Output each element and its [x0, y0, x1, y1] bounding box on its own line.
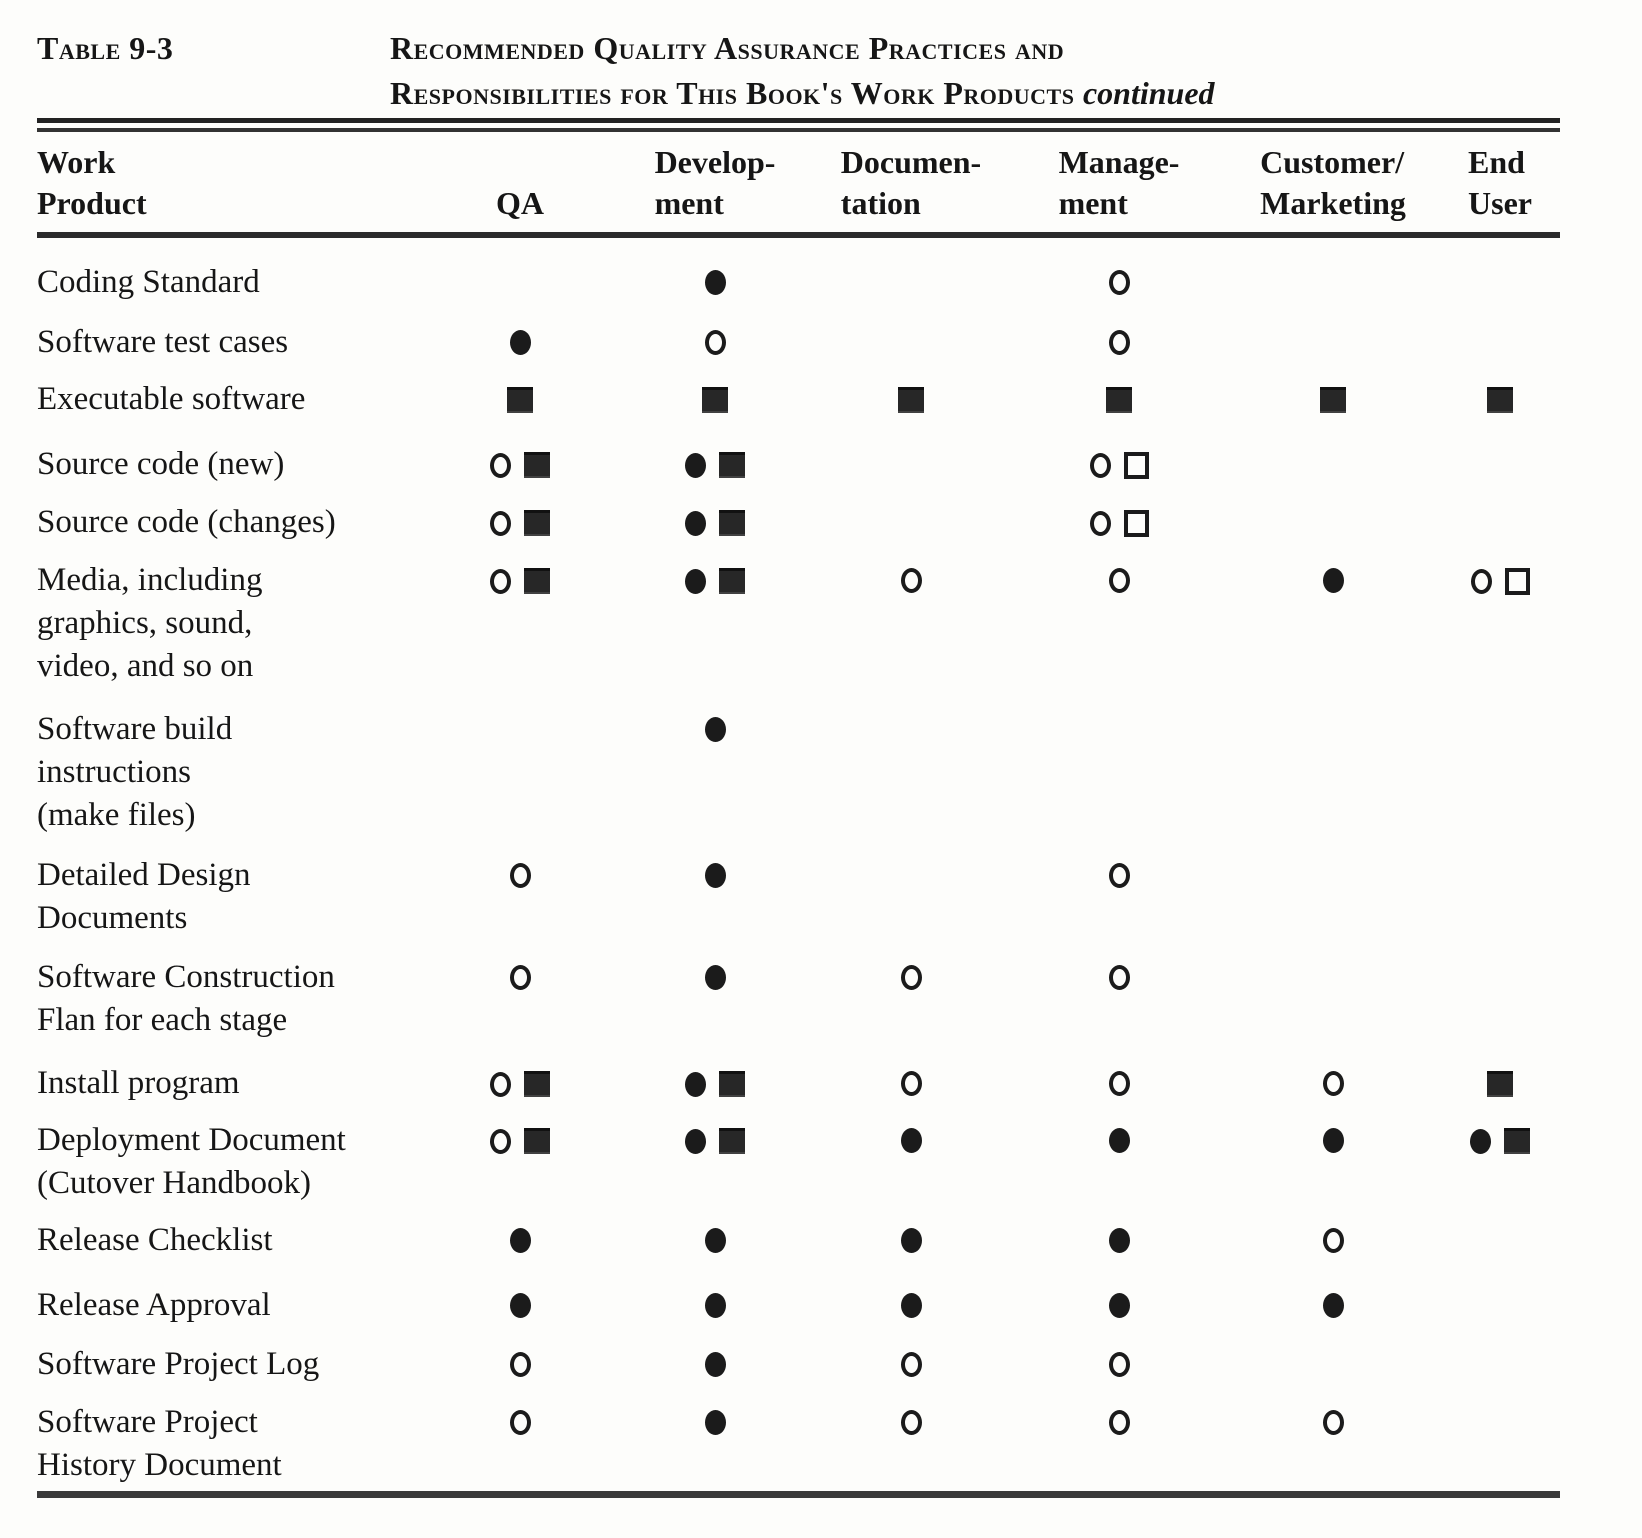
filled-circle-marker-icon — [705, 1352, 726, 1377]
marker-cell-management — [1012, 708, 1226, 717]
work-product-line: Software build — [37, 711, 233, 747]
header-line: Marketing — [1260, 185, 1406, 221]
marker-cell-documentation — [810, 708, 1012, 717]
table-row — [37, 708, 1560, 854]
marker-cell-customer_marketing — [1226, 501, 1440, 510]
work-product-line: (Cutover Handbook) — [37, 1165, 312, 1201]
work-product-name — [37, 708, 420, 837]
table-row — [37, 1219, 1560, 1284]
header-line: ment — [1058, 185, 1128, 221]
marker-cell-management — [1012, 501, 1226, 537]
marker-cell-development — [620, 1343, 810, 1377]
marker-cell-development — [620, 378, 810, 413]
filled-circle-marker-icon — [901, 1228, 922, 1253]
marker-cell-documentation — [810, 1401, 1012, 1435]
work-product-name — [37, 1062, 420, 1105]
marker-cell-customer_marketing — [1226, 1284, 1440, 1318]
open-circle-marker-icon — [510, 1352, 531, 1377]
marker-cell-development — [620, 956, 810, 990]
work-product-name — [37, 501, 420, 544]
work-product-line: Software Project — [37, 1404, 258, 1440]
filled-circle-marker-icon — [705, 270, 726, 295]
table-row — [37, 443, 1560, 501]
open-circle-marker-icon — [1109, 1352, 1130, 1377]
table-top-rule — [37, 118, 1560, 132]
filled-square-marker-icon — [524, 568, 550, 594]
filled-square-marker-icon — [702, 387, 728, 413]
column-header-end-user — [1440, 142, 1560, 224]
open-circle-marker-icon — [1090, 453, 1111, 478]
filled-circle-marker-icon — [685, 1129, 706, 1154]
open-circle-marker-icon — [490, 1072, 511, 1097]
filled-circle-marker-icon — [685, 1072, 706, 1097]
open-circle-marker-icon — [1109, 568, 1130, 593]
open-square-marker-icon — [1505, 568, 1530, 595]
work-product-name — [37, 1343, 420, 1386]
marker-cell-customer_marketing — [1226, 1219, 1440, 1253]
filled-circle-marker-icon — [1109, 1128, 1130, 1153]
marker-cell-end_user — [1440, 321, 1560, 330]
marker-cell-qa — [420, 559, 620, 594]
table-row — [37, 321, 1560, 378]
marker-cell-customer_marketing — [1226, 443, 1440, 452]
open-circle-marker-icon — [1323, 1410, 1344, 1435]
marker-cell-end_user — [1440, 1401, 1560, 1410]
work-product-line: Release Checklist — [37, 1222, 273, 1258]
work-product-name — [37, 854, 420, 940]
open-circle-marker-icon — [901, 568, 922, 593]
filled-circle-marker-icon — [685, 569, 706, 594]
open-circle-marker-icon — [510, 965, 531, 990]
work-product-line: Coding Standard — [37, 264, 260, 300]
open-circle-marker-icon — [901, 1352, 922, 1377]
marker-cell-development — [620, 1119, 810, 1154]
marker-cell-management — [1012, 1062, 1226, 1096]
filled-circle-marker-icon — [685, 511, 706, 536]
header-line: ment — [654, 185, 724, 221]
marker-cell-customer_marketing — [1226, 708, 1440, 717]
work-product-name — [37, 321, 420, 364]
open-circle-marker-icon — [510, 1410, 531, 1435]
table-row — [37, 559, 1560, 708]
filled-circle-marker-icon — [1323, 1293, 1344, 1318]
filled-circle-marker-icon — [510, 1293, 531, 1318]
filled-circle-marker-icon — [1109, 1293, 1130, 1318]
filled-circle-marker-icon — [705, 1293, 726, 1318]
filled-circle-marker-icon — [510, 330, 531, 355]
filled-square-marker-icon — [524, 1128, 550, 1154]
filled-square-marker-icon — [1504, 1128, 1530, 1154]
marker-cell-management — [1012, 378, 1226, 413]
work-product-name — [37, 956, 420, 1042]
marker-cell-end_user — [1440, 501, 1560, 510]
column-header-qa — [420, 142, 620, 224]
header-line: Manage- — [1058, 144, 1180, 180]
filled-circle-marker-icon — [685, 453, 706, 478]
marker-cell-qa — [420, 321, 620, 355]
marker-cell-development — [620, 1284, 810, 1318]
table-row — [37, 1343, 1560, 1401]
filled-square-marker-icon — [524, 510, 550, 536]
filled-square-marker-icon — [524, 452, 550, 478]
marker-cell-end_user — [1440, 378, 1560, 413]
marker-cell-end_user — [1440, 708, 1560, 717]
marker-cell-customer_marketing — [1226, 261, 1440, 270]
marker-cell-management — [1012, 1119, 1226, 1153]
open-circle-marker-icon — [1109, 965, 1130, 990]
open-circle-marker-icon — [1471, 569, 1492, 594]
marker-cell-management — [1012, 1219, 1226, 1253]
header-line: Work — [37, 144, 116, 180]
marker-cell-end_user — [1440, 443, 1560, 452]
marker-cell-qa — [420, 443, 620, 478]
table-row — [37, 1401, 1560, 1491]
marker-cell-qa — [420, 1401, 620, 1435]
filled-circle-marker-icon — [705, 965, 726, 990]
table-row — [37, 1284, 1560, 1343]
marker-cell-documentation — [810, 501, 1012, 510]
filled-square-marker-icon — [1487, 1071, 1513, 1097]
marker-cell-development — [620, 261, 810, 295]
header-line: Documen- — [840, 144, 982, 180]
marker-cell-documentation — [810, 321, 1012, 330]
marker-cell-customer_marketing — [1226, 378, 1440, 413]
header-line: tation — [840, 185, 921, 221]
filled-square-marker-icon — [719, 452, 745, 478]
marker-cell-documentation — [810, 1284, 1012, 1318]
filled-circle-marker-icon — [1323, 1128, 1344, 1153]
work-product-line: Documents — [37, 900, 188, 936]
marker-cell-management — [1012, 854, 1226, 888]
marker-cell-documentation — [810, 1343, 1012, 1377]
filled-square-marker-icon — [898, 387, 924, 413]
marker-cell-documentation — [810, 1119, 1012, 1153]
marker-cell-qa — [420, 1119, 620, 1154]
filled-circle-marker-icon — [1109, 1228, 1130, 1253]
column-header-development — [620, 142, 810, 224]
filled-circle-marker-icon — [1323, 568, 1344, 593]
marker-cell-documentation — [810, 378, 1012, 413]
work-product-name — [37, 443, 420, 486]
table-row — [37, 1062, 1560, 1119]
table-title-line1: Recommended Quality Assurance Practices and — [390, 30, 1065, 66]
marker-cell-management — [1012, 1401, 1226, 1435]
filled-square-marker-icon — [719, 510, 745, 536]
header-line: End — [1468, 144, 1525, 180]
open-circle-marker-icon — [1109, 1410, 1130, 1435]
marker-cell-development — [620, 708, 810, 742]
marker-cell-documentation — [810, 559, 1012, 593]
table-header-row — [37, 132, 1560, 232]
work-product-line: (make files) — [37, 797, 196, 833]
work-product-line: video, and so on — [37, 648, 254, 684]
marker-cell-end_user — [1440, 1062, 1560, 1097]
marker-cell-qa — [420, 261, 620, 270]
marker-cell-development — [620, 1219, 810, 1253]
marker-cell-documentation — [810, 854, 1012, 863]
marker-cell-customer_marketing — [1226, 1343, 1440, 1352]
table-title-line2-text: Responsibilities for This Book's Work Products — [390, 75, 1075, 111]
work-product-line: Detailed Design — [37, 857, 251, 893]
work-product-line: Flan for each stage — [37, 1002, 288, 1038]
work-product-line: instructions — [37, 754, 191, 790]
work-product-name — [37, 1219, 420, 1262]
table-caption — [37, 26, 1560, 118]
work-product-line: Source code (changes) — [37, 504, 336, 540]
table-row — [37, 854, 1560, 956]
marker-cell-qa — [420, 501, 620, 536]
work-product-name — [37, 1284, 420, 1327]
marker-cell-documentation — [810, 1219, 1012, 1253]
header-line: Product — [37, 185, 147, 221]
column-header-management — [1012, 142, 1226, 224]
filled-circle-marker-icon — [510, 1228, 531, 1253]
open-square-marker-icon — [1124, 510, 1149, 537]
marker-cell-end_user — [1440, 1284, 1560, 1293]
open-circle-marker-icon — [490, 511, 511, 536]
open-circle-marker-icon — [705, 330, 726, 355]
marker-cell-development — [620, 321, 810, 355]
continued-label: continued — [1082, 75, 1215, 111]
table-row — [37, 501, 1560, 559]
open-circle-marker-icon — [1109, 863, 1130, 888]
marker-cell-documentation — [810, 956, 1012, 990]
marker-cell-customer_marketing — [1226, 321, 1440, 330]
open-circle-marker-icon — [901, 1410, 922, 1435]
filled-square-marker-icon — [719, 1071, 745, 1097]
open-circle-marker-icon — [1109, 270, 1130, 295]
work-product-name — [37, 1401, 420, 1487]
header-line: Develop- — [654, 144, 776, 180]
table-row — [37, 956, 1560, 1062]
header-line: QA — [496, 185, 544, 221]
marker-cell-development — [620, 1062, 810, 1097]
marker-cell-customer_marketing — [1226, 559, 1440, 593]
marker-cell-management — [1012, 956, 1226, 990]
marker-cell-development — [620, 1401, 810, 1435]
marker-cell-development — [620, 854, 810, 888]
work-product-line: Executable software — [37, 381, 306, 417]
marker-cell-customer_marketing — [1226, 956, 1440, 965]
work-product-line: History Document — [37, 1447, 282, 1483]
marker-cell-end_user — [1440, 854, 1560, 863]
work-product-line: Source code (new) — [37, 446, 285, 482]
table-row — [37, 378, 1560, 443]
marker-cell-qa — [420, 708, 620, 717]
filled-circle-marker-icon — [901, 1293, 922, 1318]
filled-square-marker-icon — [719, 1128, 745, 1154]
marker-cell-documentation — [810, 261, 1012, 270]
marker-cell-qa — [420, 1062, 620, 1097]
table-number-label: Table 9-3 — [37, 30, 174, 66]
marker-cell-qa — [420, 378, 620, 413]
marker-cell-documentation — [810, 443, 1012, 452]
filled-square-marker-icon — [507, 387, 533, 413]
marker-cell-qa — [420, 1343, 620, 1377]
filled-square-marker-icon — [1106, 387, 1132, 413]
filled-circle-marker-icon — [705, 717, 726, 742]
open-circle-marker-icon — [901, 965, 922, 990]
marker-cell-end_user — [1440, 1219, 1560, 1228]
work-product-line: Software Project Log — [37, 1346, 320, 1382]
table-body — [37, 238, 1560, 1491]
marker-cell-development — [620, 443, 810, 478]
header-line: User — [1468, 185, 1532, 221]
marker-cell-management — [1012, 1284, 1226, 1318]
marker-cell-development — [620, 559, 810, 594]
marker-cell-customer_marketing — [1226, 854, 1440, 863]
marker-cell-qa — [420, 1284, 620, 1318]
work-product-line: Release Approval — [37, 1287, 271, 1323]
marker-cell-customer_marketing — [1226, 1119, 1440, 1153]
column-header-customer-marketing — [1226, 142, 1440, 224]
open-circle-marker-icon — [1323, 1071, 1344, 1096]
column-header-documentation — [810, 142, 1012, 224]
marker-cell-management — [1012, 559, 1226, 593]
marker-cell-customer_marketing — [1226, 1062, 1440, 1096]
table-title-line2 — [390, 71, 1215, 116]
work-product-name — [37, 261, 420, 304]
filled-circle-marker-icon — [705, 1410, 726, 1435]
table-row — [37, 1119, 1560, 1219]
work-product-line: Media, including — [37, 562, 263, 598]
open-circle-marker-icon — [1109, 330, 1130, 355]
marker-cell-development — [620, 501, 810, 536]
filled-circle-marker-icon — [1470, 1129, 1491, 1154]
marker-cell-qa — [420, 854, 620, 888]
open-circle-marker-icon — [1090, 511, 1111, 536]
filled-circle-marker-icon — [705, 1228, 726, 1253]
marker-cell-management — [1012, 443, 1226, 479]
filled-square-marker-icon — [524, 1071, 550, 1097]
filled-circle-marker-icon — [705, 863, 726, 888]
open-circle-marker-icon — [490, 569, 511, 594]
open-circle-marker-icon — [510, 863, 531, 888]
marker-cell-management — [1012, 1343, 1226, 1377]
work-product-name — [37, 378, 420, 421]
table-row — [37, 261, 1560, 321]
marker-cell-end_user — [1440, 1119, 1560, 1154]
table-bottom-rule — [37, 1491, 1560, 1498]
open-square-marker-icon — [1124, 452, 1149, 479]
open-circle-marker-icon — [490, 1129, 511, 1154]
filled-square-marker-icon — [1320, 387, 1346, 413]
marker-cell-customer_marketing — [1226, 1401, 1440, 1435]
marker-cell-end_user — [1440, 1343, 1560, 1352]
open-circle-marker-icon — [1323, 1228, 1344, 1253]
marker-cell-qa — [420, 956, 620, 990]
filled-square-marker-icon — [1487, 387, 1513, 413]
open-circle-marker-icon — [490, 453, 511, 478]
header-line: Customer/ — [1260, 144, 1405, 180]
marker-cell-management — [1012, 261, 1226, 295]
marker-cell-qa — [420, 1219, 620, 1253]
filled-square-marker-icon — [719, 568, 745, 594]
work-product-line: graphics, sound, — [37, 605, 253, 641]
work-product-line: Software test cases — [37, 324, 289, 360]
work-product-name — [37, 1119, 420, 1205]
work-product-line: Install program — [37, 1065, 240, 1101]
marker-cell-documentation — [810, 1062, 1012, 1096]
work-product-line: Software Construction — [37, 959, 335, 995]
open-circle-marker-icon — [1109, 1071, 1130, 1096]
column-header-work-product — [37, 142, 420, 224]
marker-cell-end_user — [1440, 559, 1560, 595]
marker-cell-end_user — [1440, 261, 1560, 270]
marker-cell-end_user — [1440, 956, 1560, 965]
open-circle-marker-icon — [901, 1071, 922, 1096]
work-product-name — [37, 559, 420, 688]
table-title — [390, 26, 1215, 116]
marker-cell-management — [1012, 321, 1226, 355]
filled-circle-marker-icon — [901, 1128, 922, 1153]
work-product-line: Deployment Document — [37, 1122, 346, 1158]
